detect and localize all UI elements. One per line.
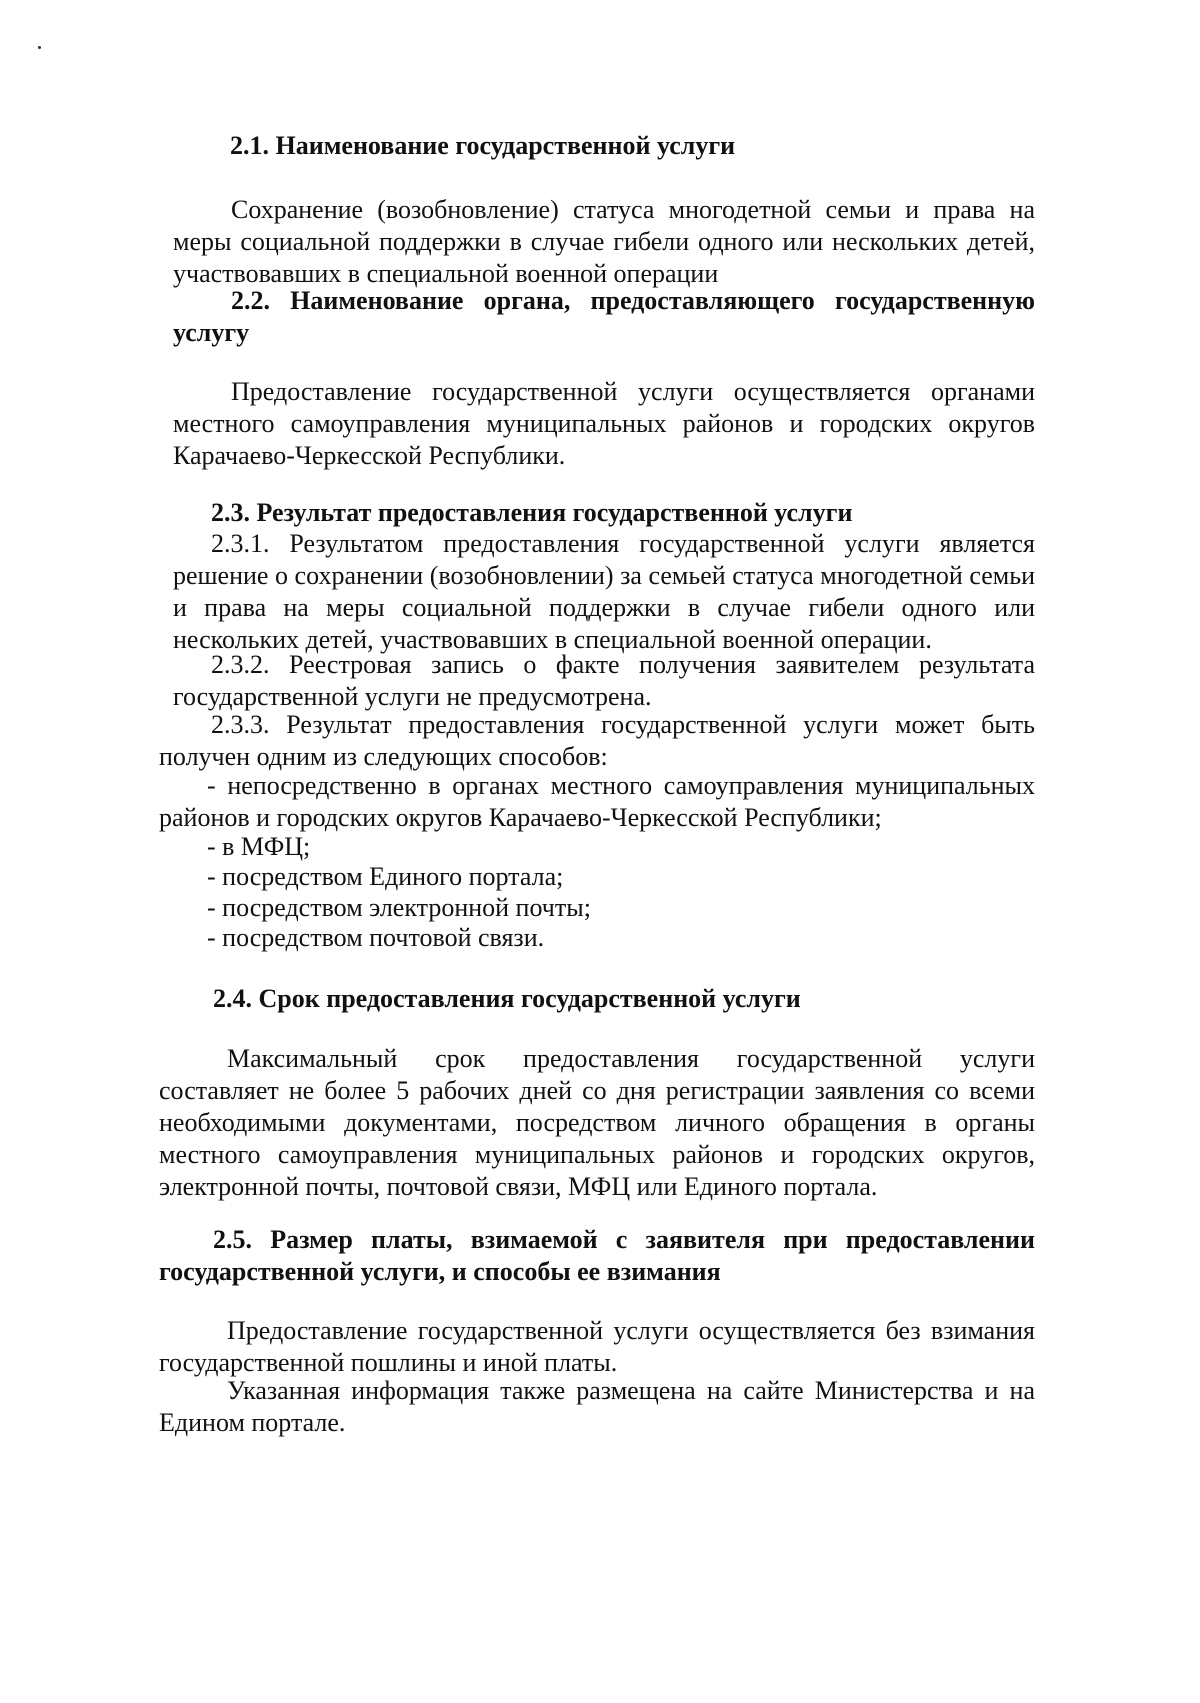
- section-2-2-heading: 2.2. Наименование органа, предоставляющего государственную услугу: [173, 286, 1035, 347]
- section-2-4-heading: 2.4. Срок предоставления государственной услуги: [213, 984, 801, 1013]
- section-2-3-heading: 2.3. Результат предоставления государственной услуги: [211, 498, 853, 527]
- section-2-4-text: Максимальный срок предоставления государственной услуги составляет не более 5 рабочих дней со дня регистрации заявления со всеми необходимыми документами, посредством личного обращения в органы местного самоуправления муниципальных районов и городских округов, электронной почты, почтовой связи, МФЦ или Единого портала.: [159, 1044, 1035, 1201]
- section-2-3-2-text: 2.3.2. Реестровая запись о факте получения заявителем результата государственной услуги не предусмотрена.: [173, 650, 1035, 711]
- section-2-5-text-2: Указанная информация также размещена на сайте Министерства и на Едином портале.: [159, 1376, 1035, 1437]
- list-item: - посредством почтовой связи.: [207, 923, 545, 952]
- list-item: - в МФЦ;: [207, 832, 311, 861]
- section-2-1-text: Сохранение (возобновление) статуса многодетной семьи и права на меры социальной поддержки в случае гибели одного или нескольких детей, участвовавших в специальной военной операции: [173, 195, 1035, 288]
- list-item: - посредством электронной почты;: [207, 893, 591, 922]
- section-2-5-heading: 2.5. Размер платы, взимаемой с заявителя при предоставлении государственной услуги, и способы ее взимания: [159, 1225, 1035, 1286]
- list-item: - непосредственно в органах местного самоуправления муниципальных районов и городских округов Карачаево-Черкесской Республики;: [159, 771, 1035, 832]
- section-2-3-3-text: 2.3.3. Результат предоставления государственной услуги может быть получен одним из следующих способов:: [159, 710, 1035, 771]
- section-2-1-heading: 2.1. Наименование государственной услуги: [230, 131, 736, 160]
- section-2-5-text-1: Предоставление государственной услуги осуществляется без взимания государственной пошлины и иной платы.: [159, 1316, 1035, 1377]
- scan-speck: [38, 46, 41, 49]
- list-item: - посредством Единого портала;: [207, 862, 564, 891]
- section-2-3-1-text: 2.3.1. Результатом предоставления государственной услуги является решение о сохранении (возобновлении) за семьей статуса многодетной семьи и права на меры социальной поддержки в случае гибели одного или нескольких детей, участвовавших в специальной военной операции.: [173, 529, 1035, 654]
- section-2-2-text: Предоставление государственной услуги осуществляется органами местного самоуправления муниципальных районов и городских округов Карачаево-Черкесской Республики.: [173, 377, 1035, 470]
